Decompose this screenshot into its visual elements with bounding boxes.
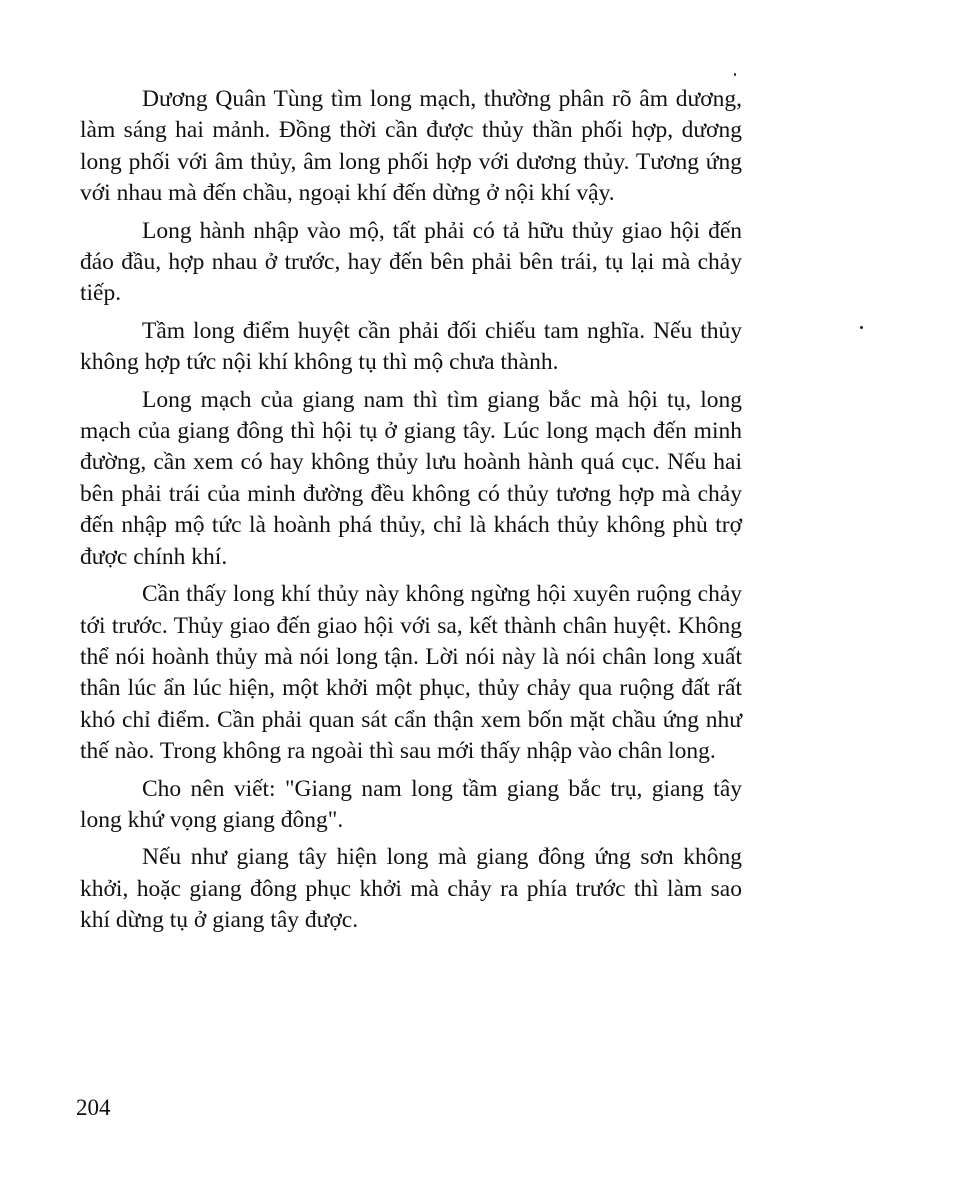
- paragraph-2: Long hành nhập vào mộ, tất phải có tả hữu thủy giao hội đến đáo đầu, hợp nhau ở trước, hay đến bên phải bên trái, tụ lại mà chảy tiếp.: [80, 217, 742, 307]
- paragraph-6: Cho nên viết: "Giang nam long tầm giang bắc trụ, giang tây long khứ vọng giang đông".: [80, 775, 742, 833]
- paragraph-5: Cần thấy long khí thủy này không ngừng hội xuyên ruộng chảy tới trước. Thủy giao đến giao hội với sa, kết thành chân huyệt. Không thể nói hoành thủy mà nói long tận. Lời nói này là nói chân long xuất thân lúc ẩn lúc hiện, một khởi một phục, thủy chảy qua ruộng đất rất khó chỉ điểm. Cần phải quan sát cẩn thận xem bốn mặt chầu ứng như thế nào. Trong không ra ngoài thì sau mới thấy nhập vào chân long.: [80, 581, 742, 765]
- paragraph-7: Nếu như giang tây hiện long mà giang đông ứng sơn không khởi, hoặc giang đông phục khởi mà chảy ra phía trước thì làm sao khí dừng tụ ở giang tây được.: [80, 844, 742, 934]
- paragraph-1: Dương Quân Tùng tìm long mạch, thường phân rõ âm dương, làm sáng hai mảnh. Đồng thời cần được thủy thần phối hợp, dương long phối với âm thủy, âm long phối hợp với dương thủy. Tương ứng với nhau mà đến chầu, ngoại khí đến dừng ở nội khí vậy.: [80, 86, 742, 207]
- scan-speck: [734, 73, 736, 76]
- page-body: [80, 84, 742, 943]
- page-number: 204: [76, 1095, 111, 1120]
- paragraph-4: Long mạch của giang nam thì tìm giang bắc mà hội tụ, long mạch của giang đông thì hội tụ ở giang tây. Lúc long mạch đến minh đường, cần xem có hay không thủy lưu hoành hành quá cục. Nếu hai bên phải trái của minh đường đều không có thủy tương hợp mà chảy đến nhập mộ tức là hoành phá thủy, chỉ là khách thủy không phù trợ được chính khí.: [80, 386, 742, 570]
- scan-speck: [860, 326, 863, 329]
- paragraph-3: Tầm long điểm huyệt cần phải đối chiếu tam nghĩa. Nếu thủy không hợp tức nội khí không tụ thì mộ chưa thành.: [80, 317, 742, 376]
